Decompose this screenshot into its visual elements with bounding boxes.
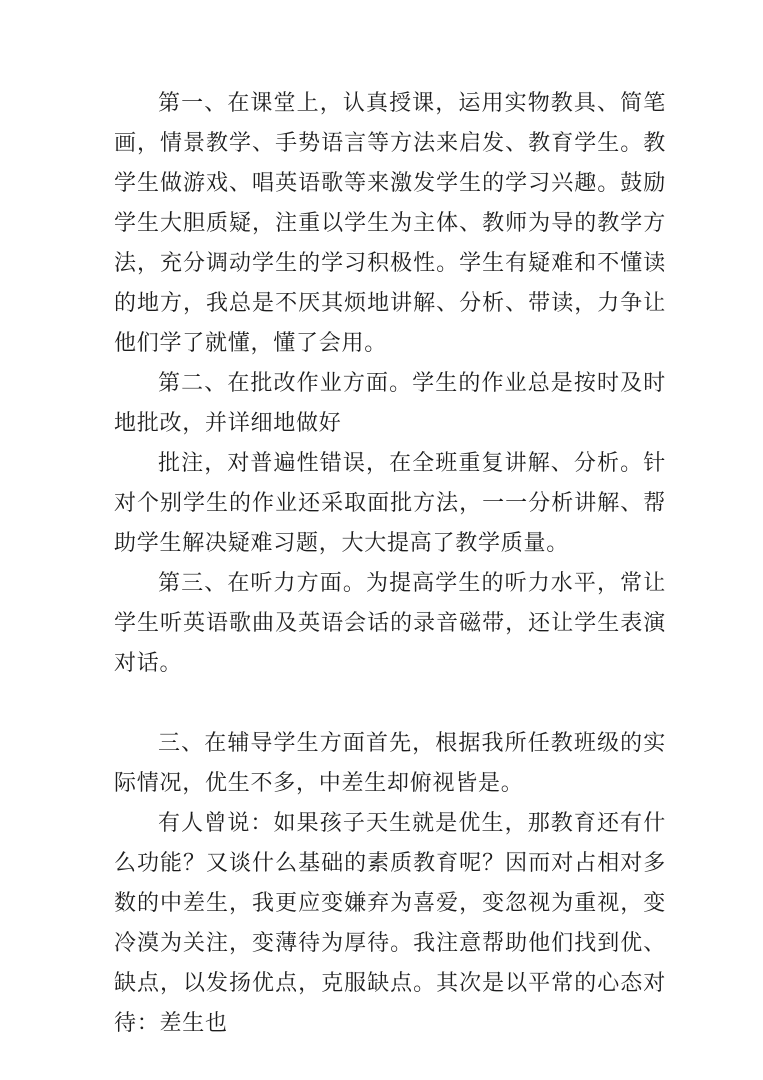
paragraph-point-3: 第三、在听力方面。为提高学生的听力水平，常让学生听英语歌曲及英语会话的录音磁带，还让学生表演对话。 bbox=[114, 571, 666, 676]
document-body bbox=[114, 84, 666, 1044]
paragraph-point-2-continued: 批注，对普遍性错误，在全班重复讲解、分析。针对个别学生的作业还采取面批方法，一一分析讲解、帮助学生解决疑难习题，大大提高了教学质量。 bbox=[114, 451, 666, 556]
paragraph-section-3-detail: 有人曾说：如果孩子天生就是优生，那教育还有什么功能？又谈什么基础的素质教育呢？因而对占相对多数的中差生，我更应变嫌弃为喜爱，变忽视为重视，变冷漠为关注，变薄待为厚待。我注意帮助他们找到优、缺点，以发扬优点，克服缺点。其次是以平常的心态对待：差生也 bbox=[114, 811, 666, 1036]
paragraph-section-3: 三、在辅导学生方面首先，根据我所任教班级的实际情况，优生不多，中差生却俯视皆是。 bbox=[114, 731, 666, 796]
paragraph-point-2: 第二、在批改作业方面。学生的作业总是按时及时地批改，并详细地做好 bbox=[114, 371, 666, 436]
paragraph-point-1: 第一、在课堂上，认真授课，运用实物教具、简笔画，情景教学、手势语言等方法来启发、教育学生。教学生做游戏、唱英语歌等来激发学生的学习兴趣。鼓励学生大胆质疑，注重以学生为主体、教师为导的教学方法，充分调动学生的学习积极性。学生有疑难和不懂读的地方，我总是不厌其烦地讲解、分析、带读，力争让他们学了就懂，懂了会用。 bbox=[114, 91, 666, 356]
blank-line bbox=[114, 684, 666, 724]
